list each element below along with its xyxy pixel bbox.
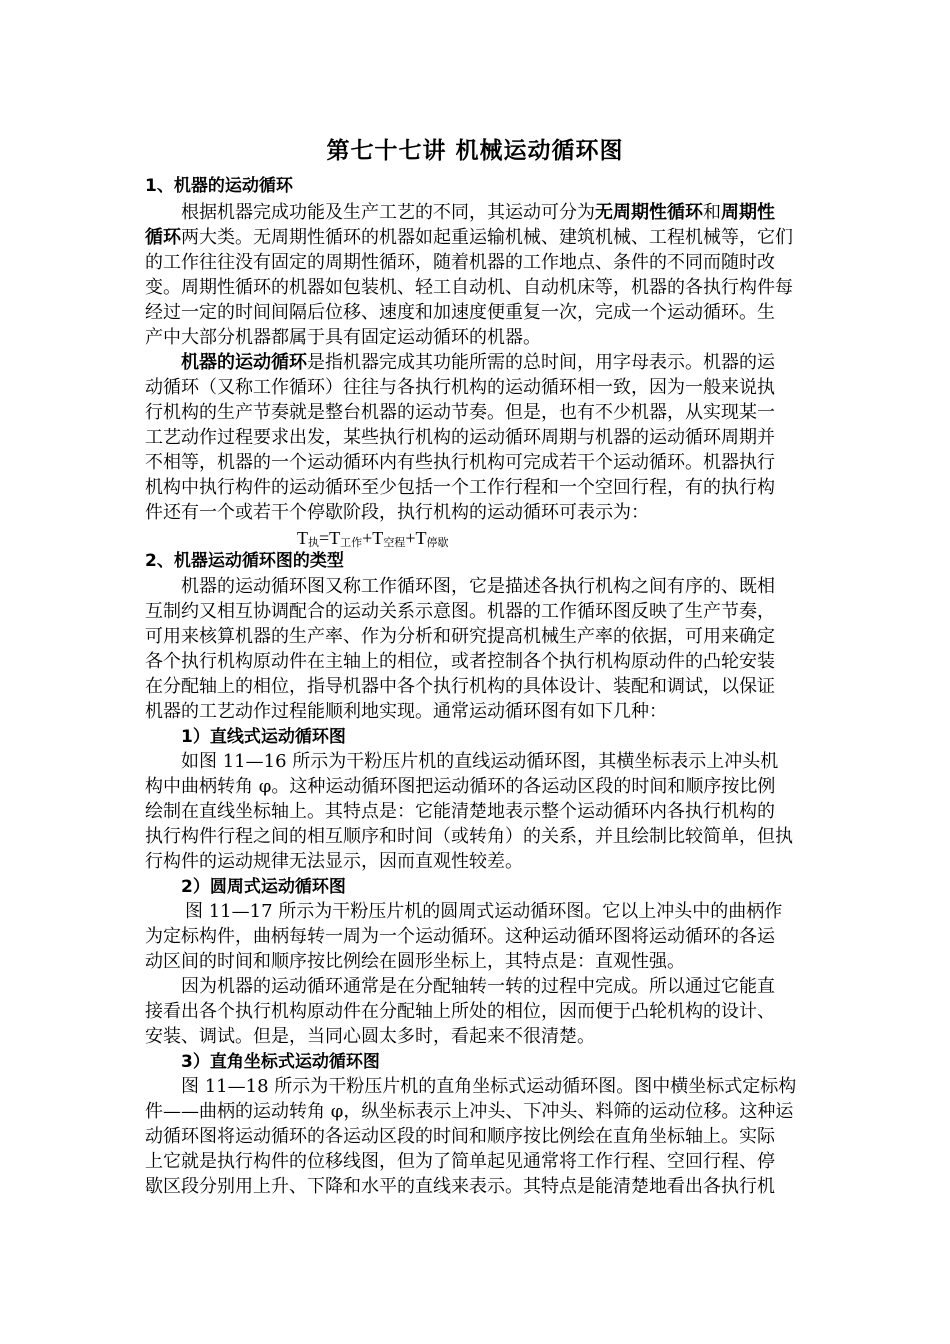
text-run: 是指机器完成其功能所需的总时间，用字母表示。机器的运 <box>307 352 775 373</box>
paragraph-line: 机器的工艺动作过程能顺利地实现。通常运动循环图有如下几种： <box>145 701 667 722</box>
subsection-2-heading: 2）圆周式运动循环图 <box>181 877 346 897</box>
formula-subscript: 空程 <box>383 537 406 549</box>
bold-term: 机器的运动循环 <box>181 352 307 373</box>
paragraph-line: 安装、调试。但是，当同心圆太多时，看起来不很清楚。 <box>145 1026 595 1047</box>
subsection-1-heading: 1）直线式运动循环图 <box>181 727 346 747</box>
formula-subscript: 执 <box>308 537 319 549</box>
paragraph-line: 行构件的运动规律无法显示，因而直观性较差。 <box>145 851 523 872</box>
paragraph-line: 如图 11—16 所示为干粉压片机的直线运动循环图，其横坐标表示上冲头机 <box>181 751 779 772</box>
paragraph-line: 绘制在直线坐标轴上。其特点是：它能清楚地表示整个运动循环内各执行机构的 <box>145 801 775 822</box>
subsection-3-heading: 3）直角坐标式运动循环图 <box>181 1052 380 1072</box>
paragraph-line: 变。周期性循环的机器如包装机、轻工自动机、自动机床等，机器的各执行构件每 <box>145 277 793 298</box>
formula-symbol: T <box>297 528 308 548</box>
paragraph-line: 图 11—17 所示为干粉压片机的圆周式运动循环图。它以上冲头中的曲柄作 <box>185 901 783 922</box>
paragraph-line: 图 11—18 所示为干粉压片机的直角坐标式运动循环图。图中横坐标式定标构 <box>181 1076 797 1097</box>
bold-term: 无周期性循环 <box>595 202 703 223</box>
paragraph-line: 可用来核算机器的生产率、作为分析和研究提高机械生产率的依据，可用来确定 <box>145 626 775 647</box>
paragraph-line: 经过一定的时间间隔后位移、速度和加速度便重复一次，完成一个运动循环。生 <box>145 302 775 323</box>
text-run: 两大类。无周期性循环的机器如起重运输机械、建筑机械、工程机械等，它们 <box>181 227 793 248</box>
paragraph-line: 为定标构件，曲柄每转一周为一个运动循环。这种运动循环图将运动循环的各运 <box>145 926 775 947</box>
paragraph-line: 机器的运动循环图又称工作循环图，它是描述各执行机构之间有序的、既相 <box>181 576 775 597</box>
paragraph-line <box>145 201 810 225</box>
paragraph-line: 的工作往往没有固定的周期性循环，随着机器的工作地点、条件的不同而随时改 <box>145 252 775 273</box>
paragraph-line: 件还有一个或若干个停歇阶段，执行机构的运动循环可表示为： <box>145 502 649 523</box>
paragraph-line: 接看出各个执行机构原动件在分配轴上所处的相位，因而便于凸轮机构的设计、 <box>145 1001 775 1022</box>
bold-term: 周期性 <box>721 202 775 223</box>
paragraph-line: 各个执行机构原动件在主轴上的相位，或者控制各个执行机构原动件的凸轮安装 <box>145 651 775 672</box>
formula-subscript: 工作 <box>340 537 363 549</box>
text-run: 和 <box>703 202 721 223</box>
paragraph-line: 动循环（又称工作循环）往往与各执行机构的运动循环相一致，因为一般来说执 <box>145 377 775 398</box>
formula-symbol: =T <box>319 528 341 548</box>
paragraph-line: 执行构件行程之间的相互顺序和时间（或转角）的关系，并且绘制比较简单，但执 <box>145 826 793 847</box>
paragraph-line: 件——曲柄的运动转角 φ，纵坐标表示上冲头、下冲头、料筛的运动位移。这种运 <box>145 1101 794 1122</box>
bold-term: 循环 <box>145 227 181 248</box>
page-title: 第七十七讲 机械运动循环图 <box>326 138 624 164</box>
paragraph-line: 构中曲柄转角 φ。这种运动循环图把运动循环的各运动区段的时间和顺序按比例 <box>145 776 776 797</box>
paragraph-line <box>145 226 810 250</box>
paragraph-line: 机构中执行构件的运动循环至少包括一个工作行程和一个空回行程，有的执行构 <box>145 477 775 498</box>
paragraph-line: 行机构的生产节奏就是整台机器的运动节奏。但是，也有不少机器，从实现某一 <box>145 402 775 423</box>
section-1-heading: 1、机器的运动循环 <box>145 176 293 196</box>
paragraph-line: 在分配轴上的相位，指导机器中各个执行机构的具体设计、装配和调试，以保证 <box>145 676 775 697</box>
paragraph-line: 不相等，机器的一个运动循环内有些执行机构可完成若干个运动循环。机器执行 <box>145 452 775 473</box>
paragraph-line: 歇区段分别用上升、下降和水平的直线来表示。其特点是能清楚地看出各执行机 <box>145 1176 775 1197</box>
paragraph-line: 上它就是执行构件的位移线图，但为了简单起见通常将工作行程、空回行程、停 <box>145 1151 775 1172</box>
paragraph-line: 互制约又相互协调配合的运动关系示意图。机器的工作循环图反映了生产节奏， <box>145 601 775 622</box>
formula-subscript: 停歇 <box>426 537 449 549</box>
text-run: 根据机器完成功能及生产工艺的不同，其运动可分为 <box>181 202 595 223</box>
paragraph-line: 动循环图将运动循环的各运动区段的时间和顺序按比例绘在直角坐标轴上。实际 <box>145 1126 775 1147</box>
section-2-heading: 2、机器运动循环图的类型 <box>145 551 344 571</box>
formula-symbol: +T <box>362 528 384 548</box>
formula <box>297 526 950 550</box>
paragraph-line: 工艺动作过程要求出发，某些执行机构的运动循环周期与机器的运动循环周期并 <box>145 427 775 448</box>
formula-symbol: +T <box>405 528 427 548</box>
paragraph-line: 动区间的时间和顺序按比例绘在圆形坐标上，其特点是：直观性强。 <box>145 951 685 972</box>
paragraph-line: 因为机器的运动循环通常是在分配轴转一转的过程中完成。所以通过它能直 <box>181 976 775 997</box>
paragraph-line: 产中大部分机器都属于具有固定运动循环的机器。 <box>145 327 541 348</box>
paragraph-line <box>145 351 810 375</box>
